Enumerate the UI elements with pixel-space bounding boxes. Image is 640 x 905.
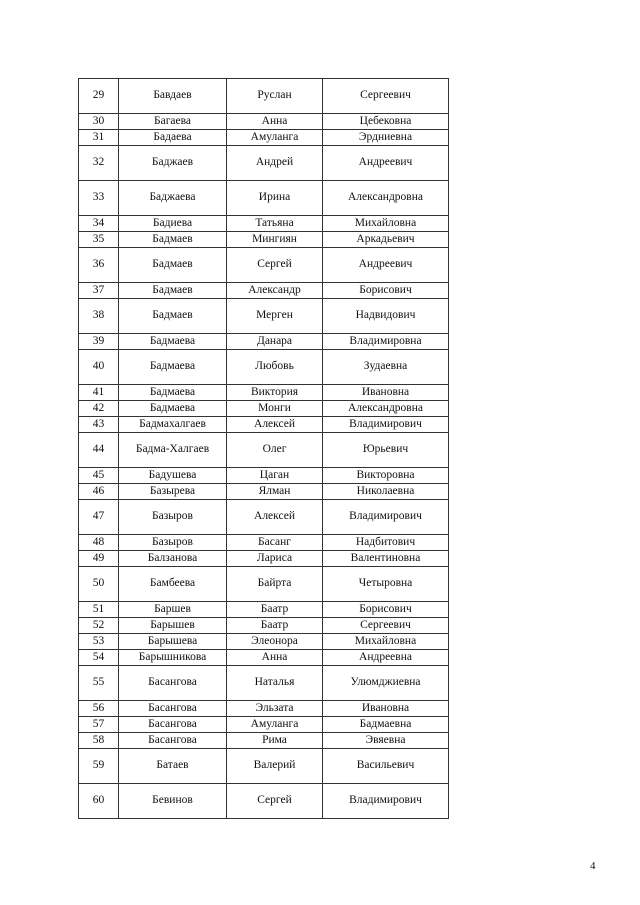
patronymic-cell: Четыровна: [323, 567, 449, 602]
table-row: [79, 232, 449, 248]
first-name-cell: Мерген: [227, 299, 323, 334]
table-row: [79, 749, 449, 784]
name-roster-table: [78, 78, 449, 819]
row-number-cell: 53: [79, 634, 119, 650]
last-name-cell: Бадмаев: [119, 299, 227, 334]
row-number-cell: 43: [79, 417, 119, 433]
first-name-cell: Алексей: [227, 417, 323, 433]
first-name-cell: Наталья: [227, 666, 323, 701]
patronymic-cell: Валентиновна: [323, 551, 449, 567]
first-name-cell: Анна: [227, 114, 323, 130]
first-name-cell: Басанг: [227, 535, 323, 551]
table-row: [79, 567, 449, 602]
last-name-cell: Бамбеева: [119, 567, 227, 602]
row-number-cell: 41: [79, 385, 119, 401]
first-name-cell: Рима: [227, 733, 323, 749]
patronymic-cell: Борисович: [323, 602, 449, 618]
last-name-cell: Барышева: [119, 634, 227, 650]
patronymic-cell: Ивановна: [323, 385, 449, 401]
table-row: [79, 417, 449, 433]
last-name-cell: Бадмаев: [119, 232, 227, 248]
row-number-cell: 38: [79, 299, 119, 334]
first-name-cell: Олег: [227, 433, 323, 468]
patronymic-cell: Надвидович: [323, 299, 449, 334]
last-name-cell: Баджаев: [119, 146, 227, 181]
row-number-cell: 44: [79, 433, 119, 468]
table-row: [79, 181, 449, 216]
first-name-cell: Данара: [227, 334, 323, 350]
row-number-cell: 57: [79, 717, 119, 733]
table-row: [79, 650, 449, 666]
table-row: [79, 401, 449, 417]
row-number-cell: 29: [79, 79, 119, 114]
patronymic-cell: Андреевич: [323, 146, 449, 181]
first-name-cell: Ирина: [227, 181, 323, 216]
table-row: [79, 114, 449, 130]
roster-body: [79, 79, 449, 819]
last-name-cell: Барышев: [119, 618, 227, 634]
table-row: [79, 248, 449, 283]
table-row: [79, 717, 449, 733]
patronymic-cell: Сергеевич: [323, 79, 449, 114]
patronymic-cell: Васильевич: [323, 749, 449, 784]
last-name-cell: Баршев: [119, 602, 227, 618]
first-name-cell: Алексей: [227, 500, 323, 535]
last-name-cell: Бадмаева: [119, 401, 227, 417]
table-row: [79, 433, 449, 468]
first-name-cell: Элеонора: [227, 634, 323, 650]
row-number-cell: 42: [79, 401, 119, 417]
patronymic-cell: Зудаевна: [323, 350, 449, 385]
row-number-cell: 60: [79, 784, 119, 819]
first-name-cell: Баатр: [227, 618, 323, 634]
last-name-cell: Баджаева: [119, 181, 227, 216]
last-name-cell: Бадмаева: [119, 385, 227, 401]
row-number-cell: 55: [79, 666, 119, 701]
page-number: 4: [590, 860, 596, 872]
first-name-cell: Виктория: [227, 385, 323, 401]
first-name-cell: Сергей: [227, 248, 323, 283]
first-name-cell: Баатр: [227, 602, 323, 618]
first-name-cell: Андрей: [227, 146, 323, 181]
table-row: [79, 634, 449, 650]
last-name-cell: Бадмаев: [119, 283, 227, 299]
table-row: [79, 733, 449, 749]
patronymic-cell: Николаевна: [323, 484, 449, 500]
patronymic-cell: Викторовна: [323, 468, 449, 484]
row-number-cell: 36: [79, 248, 119, 283]
patronymic-cell: Александровна: [323, 401, 449, 417]
first-name-cell: Монги: [227, 401, 323, 417]
table-row: [79, 283, 449, 299]
row-number-cell: 54: [79, 650, 119, 666]
table-row: [79, 551, 449, 567]
last-name-cell: Бавдаев: [119, 79, 227, 114]
patronymic-cell: Андреевич: [323, 248, 449, 283]
patronymic-cell: Юрьевич: [323, 433, 449, 468]
last-name-cell: Бадмаева: [119, 334, 227, 350]
table-row: [79, 79, 449, 114]
last-name-cell: Барышникова: [119, 650, 227, 666]
table-row: [79, 216, 449, 232]
row-number-cell: 47: [79, 500, 119, 535]
last-name-cell: Базырева: [119, 484, 227, 500]
last-name-cell: Бевинов: [119, 784, 227, 819]
patronymic-cell: Ивановна: [323, 701, 449, 717]
row-number-cell: 34: [79, 216, 119, 232]
row-number-cell: 35: [79, 232, 119, 248]
last-name-cell: Басангова: [119, 666, 227, 701]
first-name-cell: Лариса: [227, 551, 323, 567]
table-row: [79, 602, 449, 618]
first-name-cell: Любовь: [227, 350, 323, 385]
last-name-cell: Бадмахалгаев: [119, 417, 227, 433]
patronymic-cell: Бадмаевна: [323, 717, 449, 733]
row-number-cell: 49: [79, 551, 119, 567]
row-number-cell: 59: [79, 749, 119, 784]
first-name-cell: Сергей: [227, 784, 323, 819]
row-number-cell: 31: [79, 130, 119, 146]
first-name-cell: Валерий: [227, 749, 323, 784]
row-number-cell: 51: [79, 602, 119, 618]
row-number-cell: 58: [79, 733, 119, 749]
table-row: [79, 535, 449, 551]
row-number-cell: 52: [79, 618, 119, 634]
patronymic-cell: Владимирович: [323, 500, 449, 535]
table-row: [79, 385, 449, 401]
row-number-cell: 37: [79, 283, 119, 299]
last-name-cell: Батаев: [119, 749, 227, 784]
table-row: [79, 130, 449, 146]
row-number-cell: 33: [79, 181, 119, 216]
last-name-cell: Бадушева: [119, 468, 227, 484]
patronymic-cell: Эрдниевна: [323, 130, 449, 146]
last-name-cell: Бадиева: [119, 216, 227, 232]
last-name-cell: Бадма-Халгаев: [119, 433, 227, 468]
table-row: [79, 500, 449, 535]
row-number-cell: 39: [79, 334, 119, 350]
last-name-cell: Балзанова: [119, 551, 227, 567]
table-row: [79, 350, 449, 385]
last-name-cell: Бадаева: [119, 130, 227, 146]
table-row: [79, 468, 449, 484]
first-name-cell: Александр: [227, 283, 323, 299]
last-name-cell: Басангова: [119, 701, 227, 717]
last-name-cell: Багаева: [119, 114, 227, 130]
row-number-cell: 30: [79, 114, 119, 130]
patronymic-cell: Михайловна: [323, 216, 449, 232]
table-row: [79, 618, 449, 634]
last-name-cell: Басангова: [119, 733, 227, 749]
row-number-cell: 46: [79, 484, 119, 500]
first-name-cell: Цаган: [227, 468, 323, 484]
patronymic-cell: Михайловна: [323, 634, 449, 650]
patronymic-cell: Александровна: [323, 181, 449, 216]
table-row: [79, 701, 449, 717]
last-name-cell: Базыров: [119, 500, 227, 535]
patronymic-cell: Сергеевич: [323, 618, 449, 634]
table-row: [79, 146, 449, 181]
table-row: [79, 666, 449, 701]
first-name-cell: Татьяна: [227, 216, 323, 232]
row-number-cell: 48: [79, 535, 119, 551]
table-row: [79, 334, 449, 350]
first-name-cell: Руслан: [227, 79, 323, 114]
row-number-cell: 45: [79, 468, 119, 484]
first-name-cell: Эльзата: [227, 701, 323, 717]
patronymic-cell: Андреевна: [323, 650, 449, 666]
patronymic-cell: Владимирович: [323, 417, 449, 433]
last-name-cell: Басангова: [119, 717, 227, 733]
first-name-cell: Ялман: [227, 484, 323, 500]
first-name-cell: Амуланга: [227, 130, 323, 146]
table-row: [79, 299, 449, 334]
patronymic-cell: Эвяевна: [323, 733, 449, 749]
last-name-cell: Бадмаев: [119, 248, 227, 283]
first-name-cell: Байрта: [227, 567, 323, 602]
patronymic-cell: Владимировна: [323, 334, 449, 350]
row-number-cell: 32: [79, 146, 119, 181]
first-name-cell: Мингиян: [227, 232, 323, 248]
row-number-cell: 56: [79, 701, 119, 717]
last-name-cell: Базыров: [119, 535, 227, 551]
table-row: [79, 484, 449, 500]
patronymic-cell: Владимирович: [323, 784, 449, 819]
table-row: [79, 784, 449, 819]
first-name-cell: Амуланга: [227, 717, 323, 733]
row-number-cell: 40: [79, 350, 119, 385]
patronymic-cell: Цебековна: [323, 114, 449, 130]
patronymic-cell: Аркадьевич: [323, 232, 449, 248]
row-number-cell: 50: [79, 567, 119, 602]
patronymic-cell: Борисович: [323, 283, 449, 299]
patronymic-cell: Улюмджиевна: [323, 666, 449, 701]
first-name-cell: Анна: [227, 650, 323, 666]
last-name-cell: Бадмаева: [119, 350, 227, 385]
patronymic-cell: Надбитович: [323, 535, 449, 551]
